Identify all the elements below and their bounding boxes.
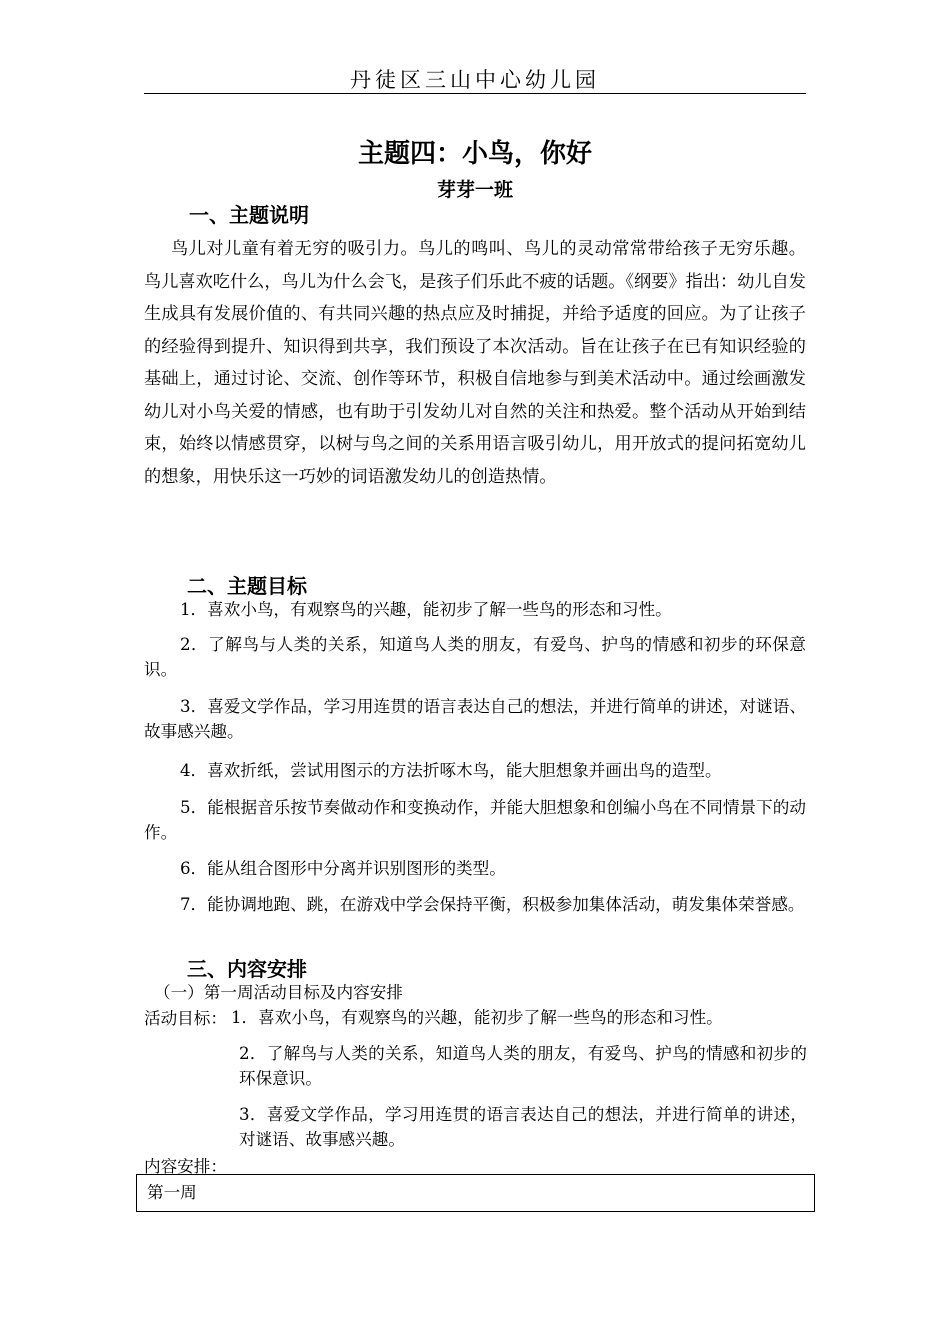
goal-item: 2．了解鸟与人类的关系，知道鸟人类的朋友，有爱鸟、护鸟的情感和初步的环保意识。 (144, 635, 806, 679)
goal-item: 6．能从组合图形中分离并识别图形的类型。 (180, 859, 506, 878)
table-cell-week: 第一周 (147, 1183, 197, 1202)
goal-item: 5．能根据音乐按节奏做动作和变换动作，并能大胆想象和创编小鸟在不同情景下的动作。 (144, 798, 806, 842)
week-goal-item: 3．喜爱文学作品，学习用连贯的语言表达自己的想法，并进行简单的讲述，对谜语、故事感兴趣。 (239, 1105, 807, 1149)
content-arrangement-label: 内容安排： (144, 1157, 227, 1176)
content-table (136, 1174, 815, 1212)
section-heading-3: 三、内容安排 (187, 957, 307, 981)
week-goal-item: 2．了解鸟与人类的关系，知道鸟人类的朋友，有爱鸟、护鸟的情感和初步的环保意识。 (239, 1044, 807, 1088)
goal-item: 3．喜爱文学作品，学习用连贯的语言表达自己的想法，并进行简单的讲述，对谜语、故事感兴趣。 (144, 697, 806, 741)
class-name: 芽芽一班 (436, 179, 513, 201)
theme-description-paragraph: 鸟儿对儿童有着无穷的吸引力。鸟儿的鸣叫、鸟儿的灵动常常带给孩子无穷乐趣。鸟儿喜欢吃什么，鸟儿为什么会飞，是孩子们乐此不疲的话题。《纲要》指出：幼儿自发生成具有发展价值的、有共同兴趣的热点应及时捕捉，并给予适度的回应。为了让孩子的经验得到提升、知识得到共享，我们预设了本次活动。旨在让孩子在已有知识经验的基础上，通过讨论、交流、创作等环节，积极自信地参与到美术活动中。通过绘画激发幼儿对小鸟关爱的情感，也有助于引发幼儿对自然的关注和热爱。整个活动从开始到结束，始终以情感贯穿，以树与鸟之间的关系用语言吸引幼儿，用开放式的提问拓宽幼儿的想象，用快乐这一巧妙的词语激发幼儿的创造热情。 (144, 239, 806, 487)
goal-item: 7．能协调地跑、跳，在游戏中学会保持平衡，积极参加集体活动，萌发集体荣誉感。 (180, 895, 805, 914)
week-goal-item: 1．喜欢小鸟，有观察鸟的兴趣，能初步了解一些鸟的形态和习性。 (231, 1008, 723, 1027)
page-header-org: 丹徒区三山中心幼儿园 (350, 68, 600, 92)
goal-item: 4．喜欢折纸，尝试用图示的方法折啄木鸟，能大胆想象并画出鸟的造型。 (180, 761, 722, 780)
activity-goals-label: 活动目标： (144, 1009, 227, 1028)
header-rule (144, 93, 806, 94)
document-title: 主题四：小鸟，你好 (357, 139, 592, 169)
section-heading-1: 一、主题说明 (189, 203, 309, 227)
week-sub-heading: （一）第一周活动目标及内容安排 (154, 983, 403, 1002)
section-heading-2: 二、主题目标 (187, 574, 307, 598)
goal-item: 1．喜欢小鸟，有观察鸟的兴趣，能初步了解一些鸟的形态和习性。 (180, 600, 672, 619)
